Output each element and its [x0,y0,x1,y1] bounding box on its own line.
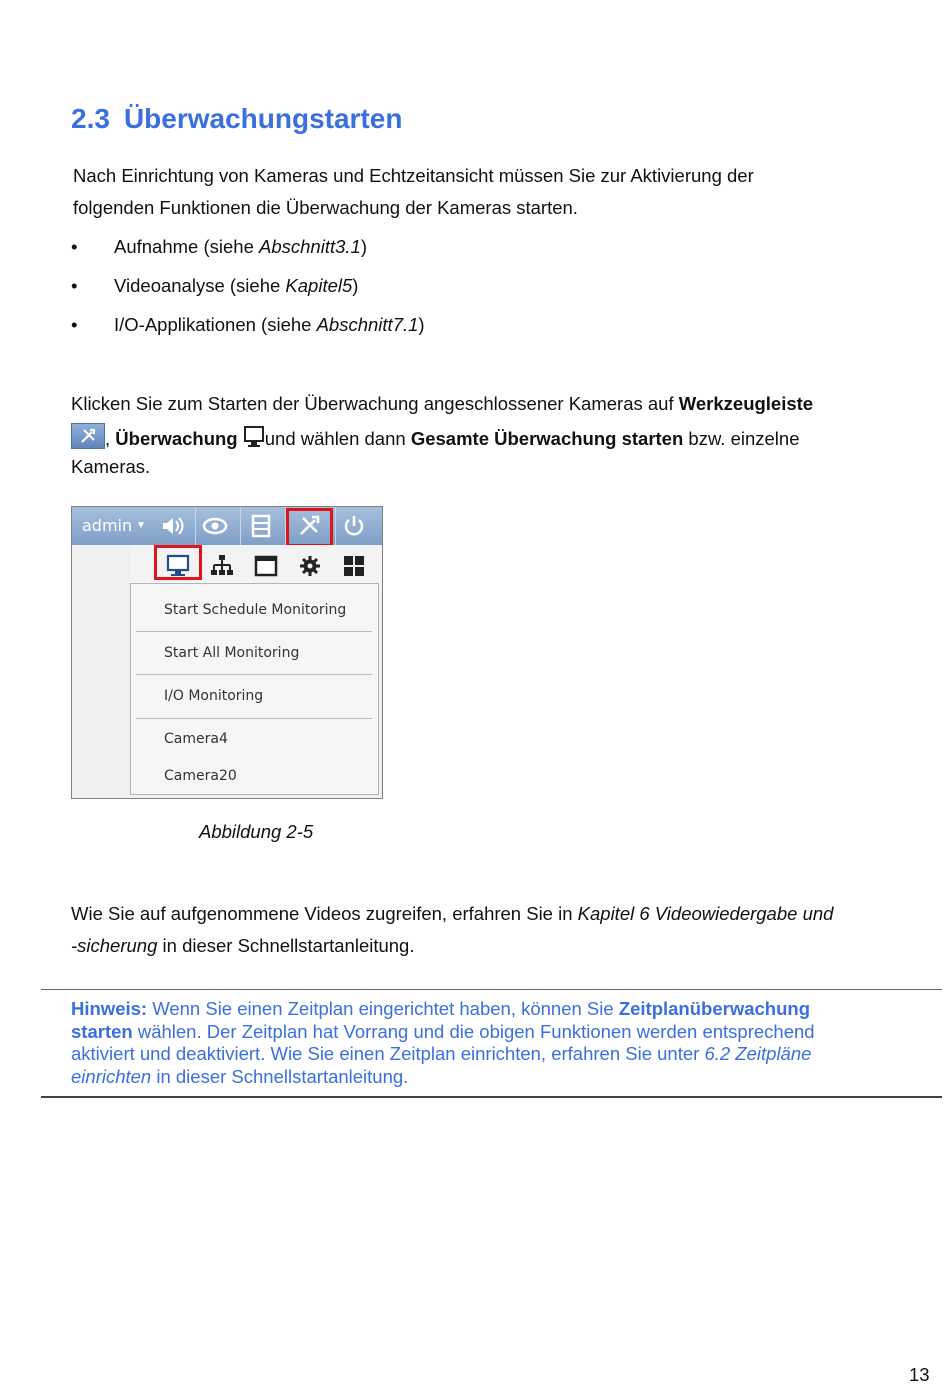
eye-icon[interactable] [201,512,229,540]
chapter-reference: -sicherung [71,935,158,956]
menu-item-io-monitoring[interactable]: I/O Monitoring [164,688,264,704]
gear-icon[interactable] [297,553,323,579]
network-icon[interactable] [209,553,235,579]
section-number: 2.3 [71,103,110,134]
menu-item-camera4[interactable]: Camera4 [164,731,228,747]
playback-line-1: Wie Sie auf aufgenommene Videos zugreifen, erfahren Sie in Kapitel 6 Videowiedergabe und [71,903,834,924]
instruction-line-2: , Überwachung und wählen dann Gesamte Überwachung starten bzw. einzelne [71,423,800,455]
menu-item-camera20[interactable]: Camera20 [164,768,237,784]
window-icon[interactable] [253,553,279,579]
section-heading [71,103,402,135]
monitor-icon [243,425,265,449]
playback-line-2: -sicherung in dieser Schnellstartanleitung. [71,935,415,956]
toolbar [72,507,382,545]
section-reference: Abschnitt3.1 [259,236,361,257]
section-reference: 6.2 Zeitpläne einrichten [71,1043,812,1087]
menu-divider [136,718,372,719]
highlight-box [286,508,333,547]
section-title: Überwachungstarten [123,103,403,134]
monitoring-menu [130,583,379,795]
list-item: • I/O-Applikationen (siehe Abschnitt7.1) [71,314,425,335]
instruction-line-3: Kameras. [71,456,151,477]
power-icon[interactable] [340,512,368,540]
menu-item-start-all-monitoring[interactable]: Start All Monitoring [164,645,300,661]
list-item: • Aufnahme (siehe Abschnitt3.1) [71,236,368,257]
note-label: Hinweis: [71,998,148,1019]
intro-paragraph [73,160,754,224]
chapter-reference: Kapitel5 [285,275,353,296]
menu-divider [136,631,372,632]
intro-line-2: folgenden Funktionen die Überwachung der Kameras starten. [73,197,578,218]
grid-icon[interactable] [341,553,367,579]
user-label[interactable]: admin [82,516,133,535]
menu-item-start-schedule-monitoring[interactable]: Start Schedule Monitoring [164,602,347,618]
film-icon[interactable] [247,512,275,540]
chapter-reference: Kapitel 6 Videowiedergabe und [577,903,834,924]
volume-icon[interactable] [158,512,186,540]
list-item: • Videoanalyse (siehe Kapitel5) [71,275,359,296]
note-box: Hinweis: Wenn Sie einen Zeitplan eingerichtet haben, können Sie Zeitplanüberwachung starten wählen. Der Zeitplan hat Vorrang und die obigen Funktionen werden entsprechend aktiviert und deaktiviert. Wie Sie einen Zeitplan einrichten, erfahren Sie unter 6.2 Zeitpläne einrichten in dieser Schnellstartanleitung. [71,998,815,1087]
section-reference: Abschnitt7.1 [316,314,419,335]
tools-icon [71,423,105,449]
instruction-line-1: Klicken Sie zum Starten der Überwachung angeschlossener Kameras auf Werkzeugleiste [71,393,814,414]
chevron-down-icon[interactable]: ▼ [136,520,146,531]
menu-divider [136,674,372,675]
page-number: 13 [909,1364,930,1385]
figure-caption: Abbildung 2-5 [199,821,314,842]
side-area [72,545,130,798]
highlight-box [154,545,202,580]
divider-bottom [41,1096,942,1098]
screenshot-figure [71,506,383,799]
divider-top [41,989,942,990]
intro-line-1: Nach Einrichtung von Kameras und Echtzeitansicht müssen Sie zur Aktivierung der [73,165,754,186]
